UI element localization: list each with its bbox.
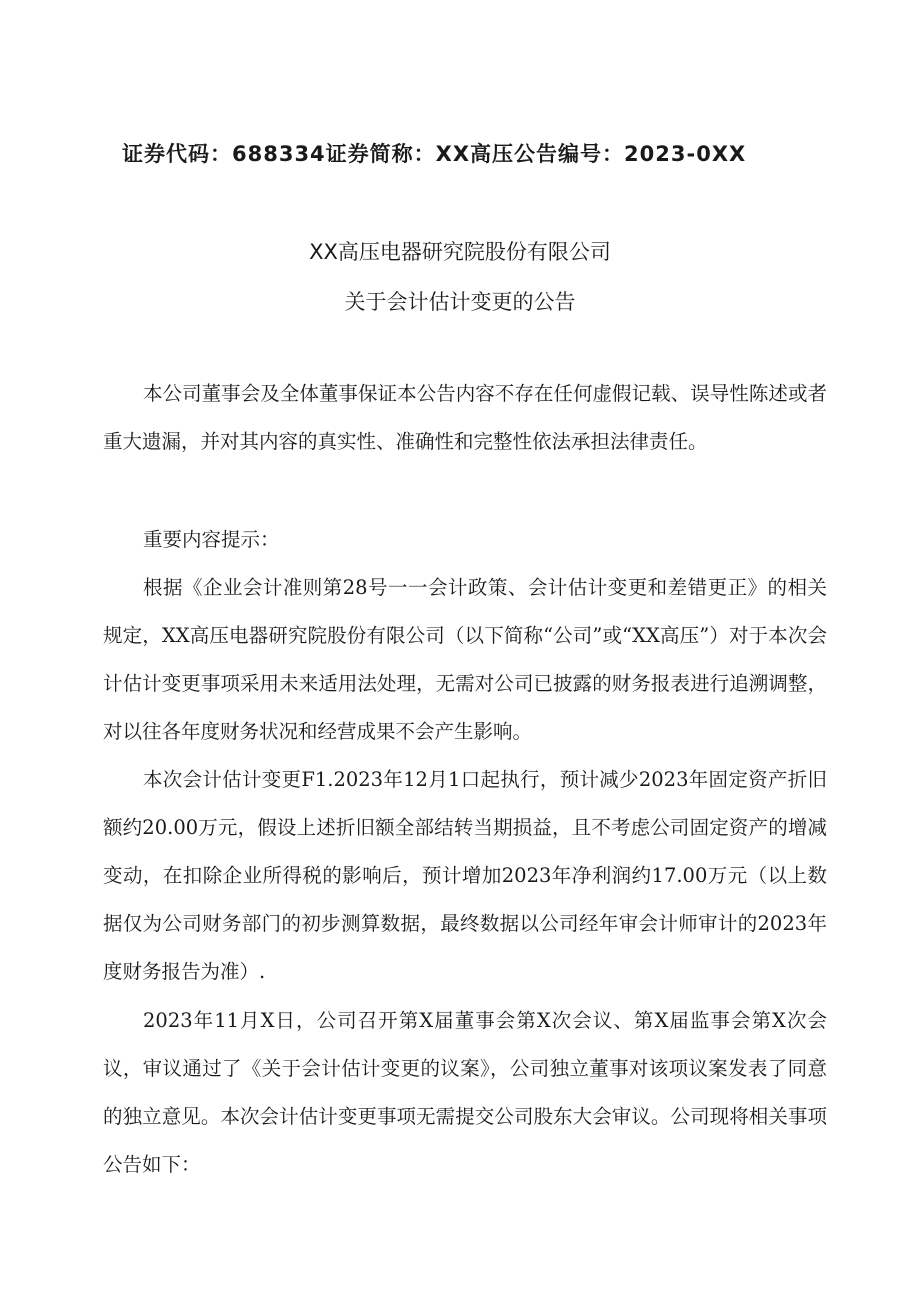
disclaimer-paragraph: 本公司董事会及全体董事保证本公告内容不存在任何虚假记载、误导性陈述或者重大遗漏，并对其内容的真实性、准确性和完整性依法承担法律责任。 xyxy=(103,382,827,453)
announcement-title: 关于会计估计变更的公告 xyxy=(344,290,576,314)
company-name-title: XX高压电器研究院股份有限公司 xyxy=(309,240,611,264)
approval-paragraph: 2023年11月X日，公司召开第X届董事会第X次会议、第X届监事会第X次会议，审议通过了《关于会计估计变更的议案》，公司独立董事对该项议案发表了同意的独立意见。本次会计估计变更事项无需提交公司股东大会审议。公司现将相关事项公告如下： xyxy=(103,1009,827,1176)
impact-paragraph: 本次会计估计变更F1.2023年12月1口起执行，预计减少2023年固定资产折旧额约20.00万元，假设上述折旧额全部结转当期损益，且不考虑公司固定资产的增减变动，在扣除企业所得税的影响后，预计增加2023年净利润约17.00万元（以上数据仅为公司财务部门的初步测算数据，最终数据以公司经年审会计师审计的2023年度财务报告为准）. xyxy=(103,768,827,983)
basis-paragraph: 根据《企业会计准则第28号一一会计政策、会计估计变更和差错更正》的相关规定，XX高压电器研究院股份有限公司（以下简称“公司”或“XX高压”）对于本次会计估计变更事项采用未来适用法处理，无需对公司已披露的财务报表进行追溯调整，对以往各年度财务状况和经营成果不会产生影响。 xyxy=(103,576,827,743)
securities-info-line: 证券代码：688334证券简称：XX高压公告编号：2023-0XX xyxy=(122,142,747,166)
key-content-heading: 重要内容提示： xyxy=(143,528,280,551)
